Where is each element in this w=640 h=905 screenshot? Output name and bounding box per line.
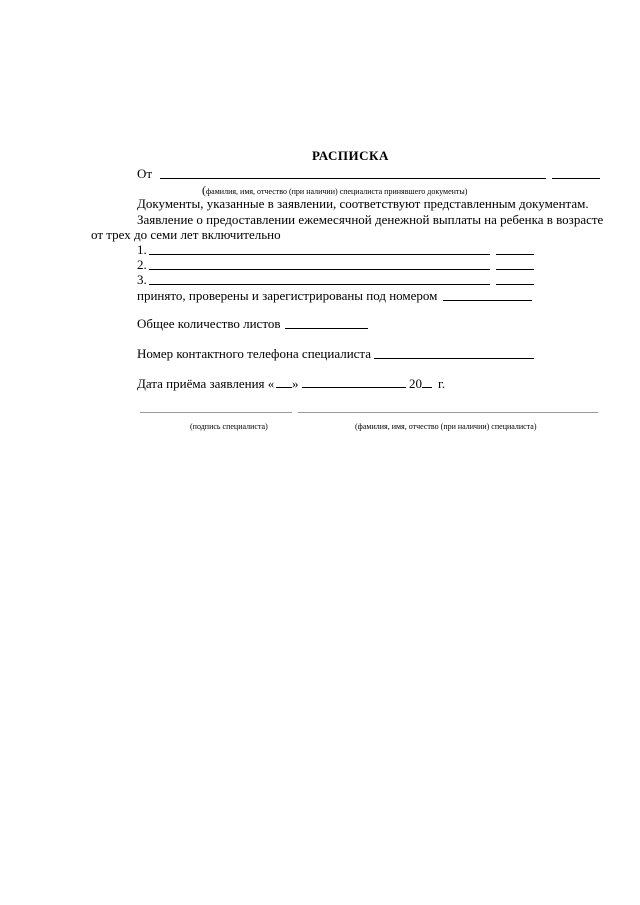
- total-sheets-label: Общее количество листов: [137, 316, 281, 331]
- from-label: От: [137, 166, 153, 181]
- item-number-1: 1.: [137, 242, 147, 257]
- registered-text: принято, проверены и зарегистрированы под номером: [137, 288, 438, 303]
- phone-line: [374, 358, 534, 359]
- item-3-short-line: [496, 284, 534, 285]
- from-caption: (фамилия, имя, отчество (при наличии) специалиста принявшего документы): [202, 183, 468, 197]
- from-name-line: [160, 178, 546, 179]
- item-2-short-line: [496, 269, 534, 270]
- date-year-line: [422, 387, 432, 388]
- signature-caption: (подпись специалиста): [190, 422, 268, 431]
- from-extra-line: [552, 178, 600, 179]
- specialist-name-caption: (фамилия, имя, отчество (при наличии) специалиста): [355, 422, 537, 431]
- paragraph-application-line1: Заявление о предоставлении ежемесячной денежной выплаты на ребенка в возрасте: [137, 212, 604, 227]
- document-title: РАСПИСКА: [312, 148, 389, 163]
- specialist-name-line: [298, 412, 598, 413]
- signature-line: [140, 412, 292, 413]
- date-day-line: [276, 387, 292, 388]
- item-1-line: [149, 254, 490, 255]
- registration-number-line: [443, 300, 532, 301]
- date-mid: »: [292, 376, 299, 391]
- paragraph-documents-match: Документы, указанные в заявлении, соответствуют представленным документам.: [137, 196, 589, 211]
- item-number-3: 3.: [137, 272, 147, 287]
- item-2-line: [149, 269, 490, 270]
- item-number-2: 2.: [137, 257, 147, 272]
- date-suffix: г.: [438, 376, 446, 391]
- total-sheets-line: [285, 328, 368, 329]
- date-year-prefix: 20: [409, 376, 422, 391]
- phone-label: Номер контактного телефона специалиста: [137, 346, 372, 361]
- paragraph-application-line2: от трех до семи лет включительно: [91, 227, 281, 242]
- date-prefix: Дата приёма заявления «: [137, 376, 275, 391]
- item-1-short-line: [496, 254, 534, 255]
- item-3-line: [149, 284, 490, 285]
- date-month-line: [302, 387, 406, 388]
